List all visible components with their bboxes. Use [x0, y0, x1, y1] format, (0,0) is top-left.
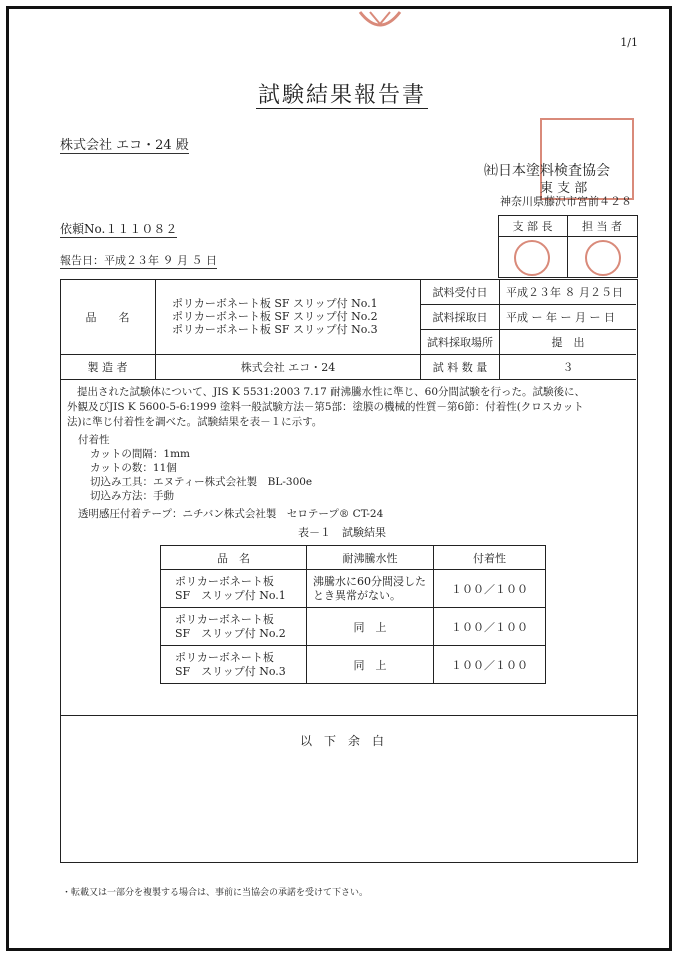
table-row: ポリカーボネート板 SF スリップ付 No.1 沸騰水に60分間浸した とき異常がない。 １００／１００	[161, 570, 546, 608]
manufacturer-value: 株式会社 エコ・24	[240, 361, 336, 374]
product-item: ポリカーボネート板 SF スリップ付 No.1	[172, 297, 378, 310]
sampled-label: 試料採取日	[432, 311, 488, 324]
report-date: 報告日：平成２３年 ９ 月 ５ 日	[60, 254, 217, 267]
received-label: 試料受付日	[432, 286, 488, 299]
product-item: ポリカーボネート板 SF スリップ付 No.2	[172, 310, 378, 323]
closing-text: 以 下 余 白	[299, 734, 384, 748]
issuer-address: 神奈川県藤沢市宮前４２８	[500, 195, 632, 208]
product-label: 品 名	[85, 311, 130, 324]
table-header: 耐沸騰水性	[307, 546, 434, 570]
staff-seal	[585, 240, 621, 276]
person-in-charge-label: 担 当 者	[582, 220, 622, 233]
sample-place-value: 提 出	[551, 336, 585, 349]
table-header-row	[161, 546, 546, 570]
results-table	[160, 545, 546, 684]
product-list	[172, 297, 378, 336]
adhesion-conditions: 付着性 カットの間隔：1mm カットの数：11個 切込み工具：エヌティー株式会社製 BL-300e 切込み方法：手動 透明感圧付着テープ：ニチバン株式会社製 セロテープ® CT-24	[78, 434, 384, 520]
quantity-value: ３	[562, 361, 574, 374]
page-number: 1/1	[620, 36, 638, 49]
manufacturer-label: 製 造 者	[87, 361, 128, 374]
table-row: ポリカーボネート板 SF スリップ付 No.3 同 上 １００／１００	[161, 646, 546, 684]
footnote: ・転載又は一部分を複製する場合は、事前に当協会の承諾を受けて下さい。	[62, 888, 369, 898]
table-caption: 表－１ 試験結果	[298, 526, 386, 539]
seal-fragment-top	[355, 10, 405, 32]
sample-place-label: 試料採取場所	[427, 336, 493, 349]
issuer-name: ㈳日本塗料検査協会	[484, 163, 610, 179]
document-title: 試験結果報告書	[257, 83, 426, 108]
recipient: 株式会社 エコ・24 殿	[60, 134, 189, 154]
branch-manager-label: 支 部 長	[512, 220, 553, 233]
received-value: 平成２３年 ８ 月２５日	[506, 286, 623, 299]
request-number: 依頼No.１１１０８２	[60, 222, 178, 236]
issuer-branch: 東 支 部	[540, 181, 588, 196]
table-header: 付着性	[434, 546, 546, 570]
quantity-label: 試 料 数 量	[432, 361, 488, 374]
table-header: 品 名	[161, 546, 307, 570]
sampled-value: 平成 ー 年 ー 月 ー 日	[506, 311, 615, 324]
product-item: ポリカーボネート板 SF スリップ付 No.3	[172, 323, 378, 336]
manager-seal	[514, 240, 550, 276]
table-row: ポリカーボネート板 SF スリップ付 No.2 同 上 １００／１００	[161, 608, 546, 646]
test-description: 提出された試験体について、JIS K 5531:2003 7.17 耐沸騰水性に準じ、60分間試験を行った。試験後に、 外観及びJIS K 5600-5-6:1999 塗料一般試験方法－第5部：塗膜の機械的性質－第6節：付着性(クロスカット 法)に準じ付着性を調べた。試験結果を表－１に示す。	[67, 386, 586, 428]
